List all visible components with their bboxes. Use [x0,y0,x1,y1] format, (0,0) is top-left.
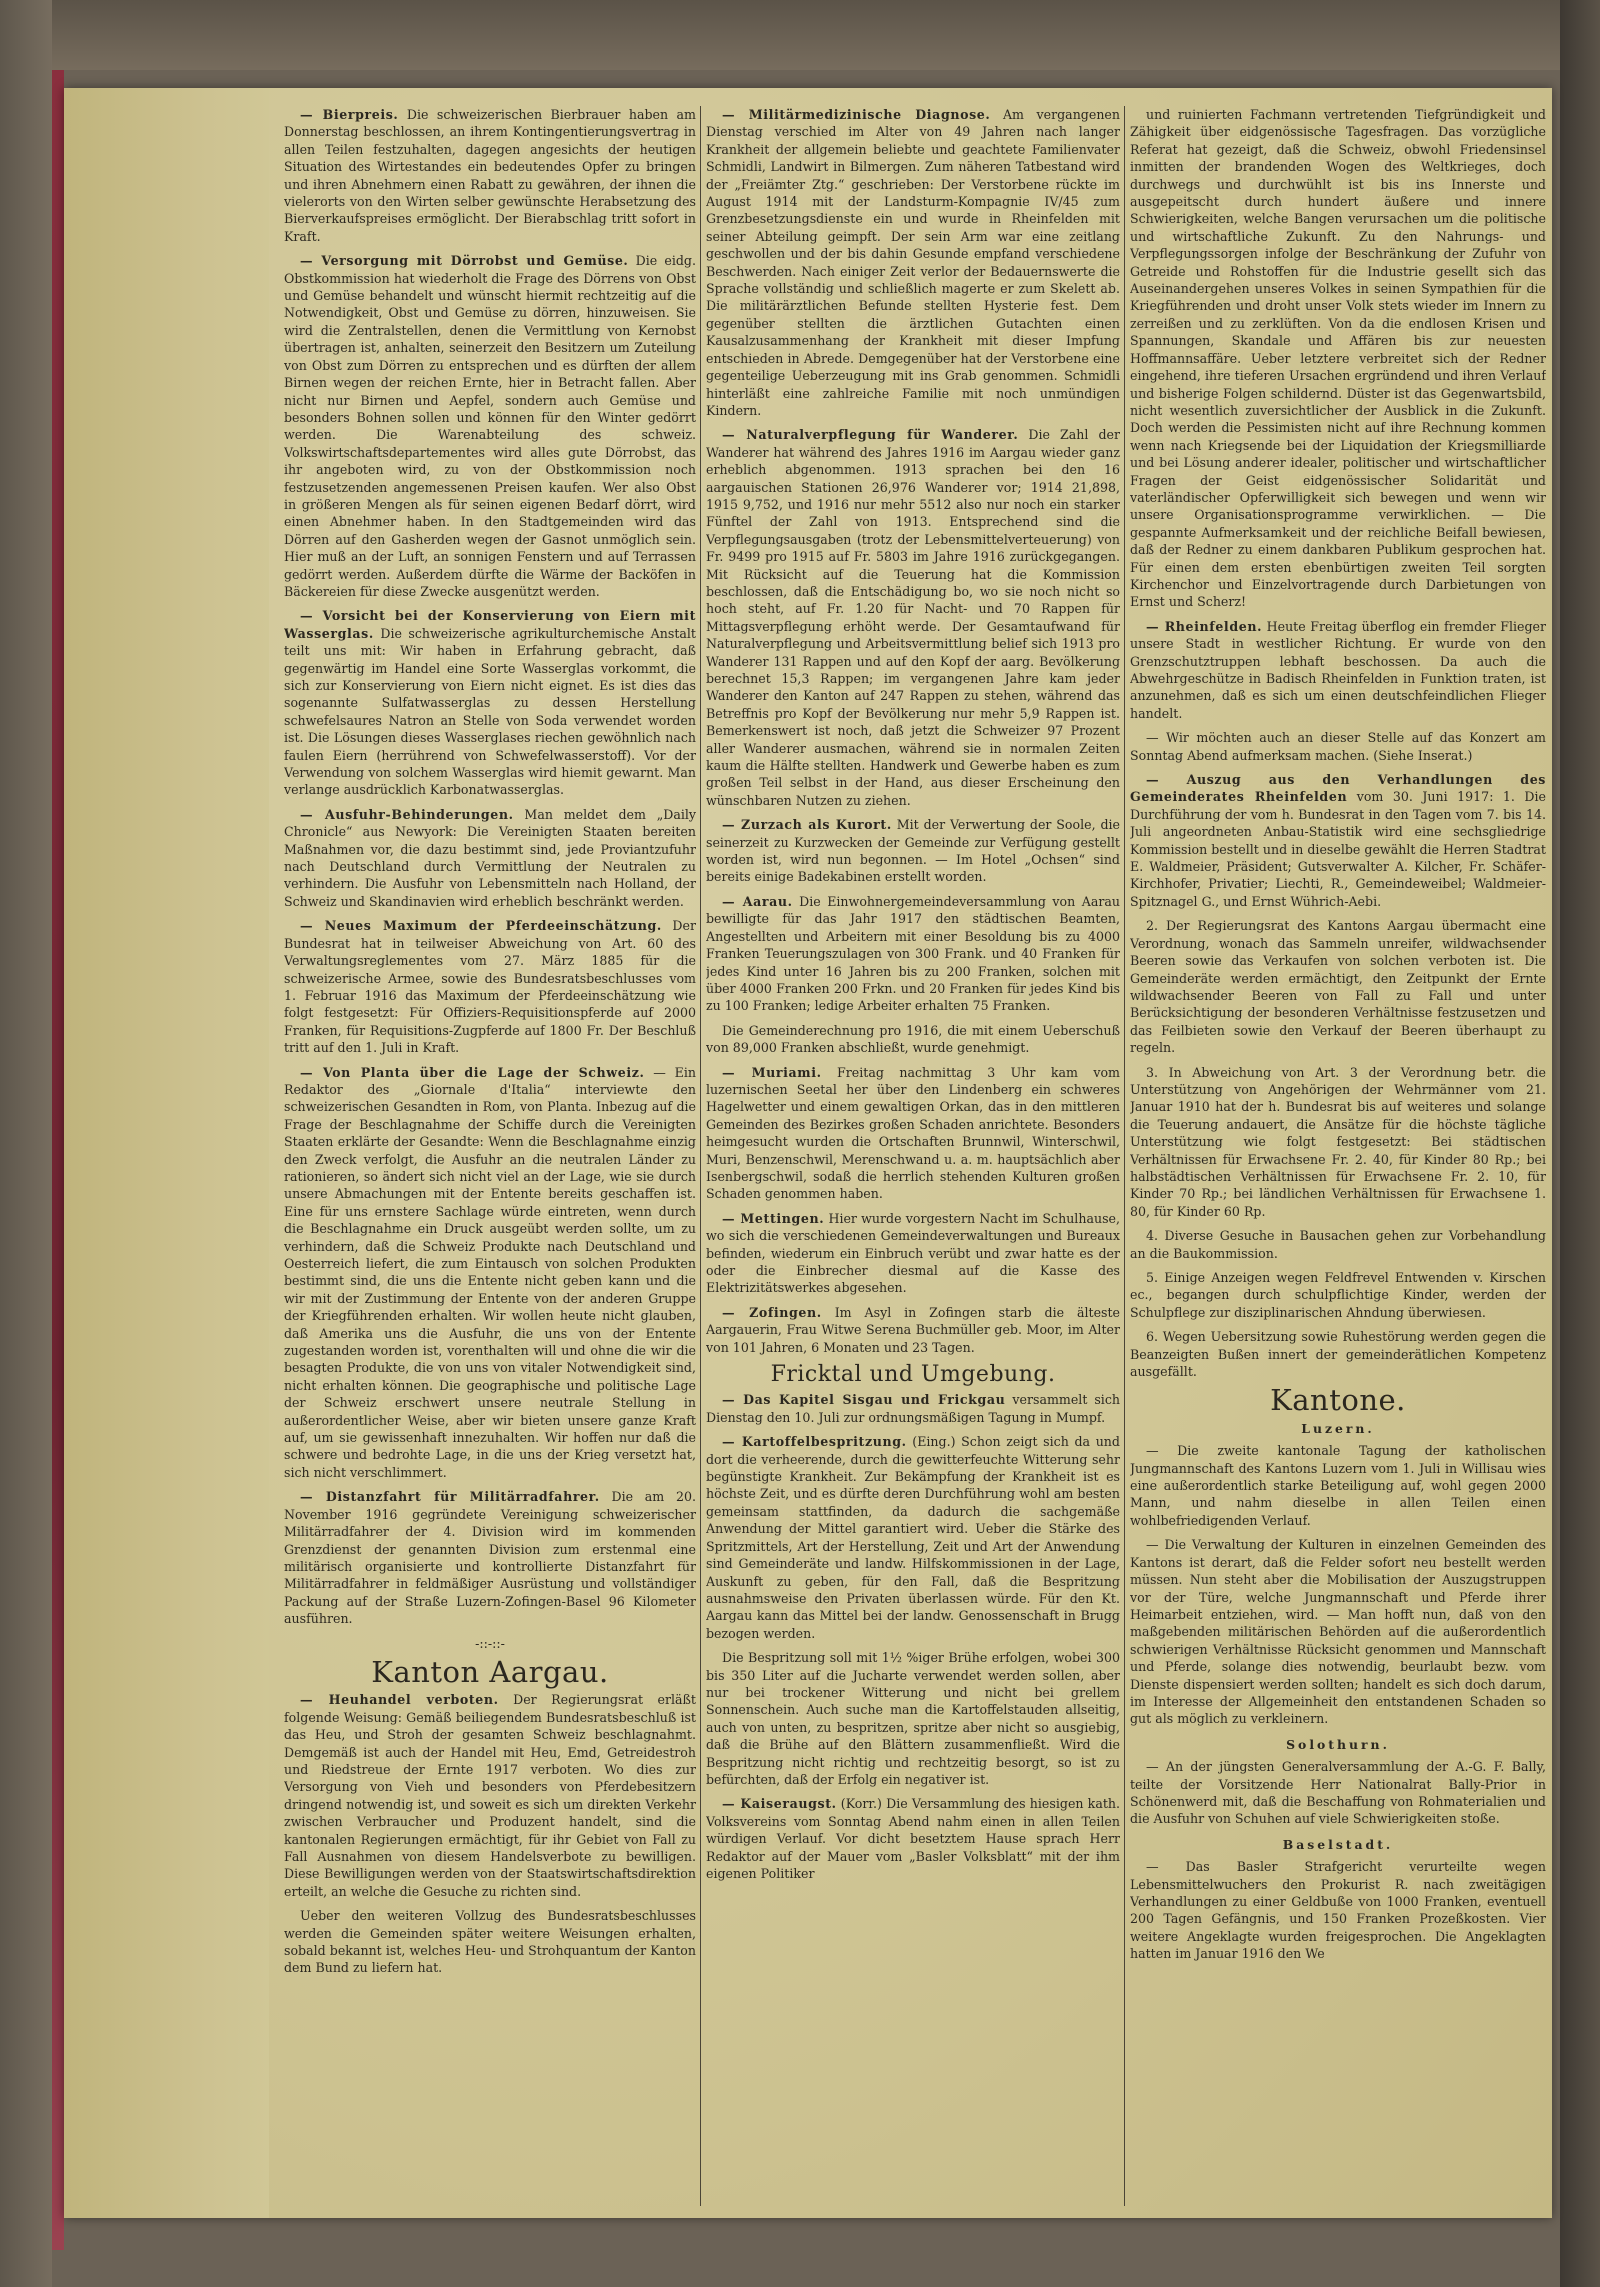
article-text: versammelt sich Dienstag den 10. Juli zur ordnungsmäßigen Tagung in Mumpf. [706,1392,1120,1425]
article-text: Die Einwohnergemeindeversammlung von Aarau bewilligte für das Jahr 1917 den städtischen Beamten, Angestellten und Arbeitern mit einer Besoldung bis zu 4000 Franken Teuerungszulagen von 300 Frank. und 40 Franken für jedes Kind unter 16 Jahren bis zu 200 Franken, solchen mit über 4000 Franken 200 Frkn. und 20 Franken für jedes Kind bis zu 100 Franken; ledige Arbeiter erhalten 75 Franken. [706,893,1120,1014]
article-gemeinderat [1130,771,1546,910]
article-heading: — Naturalverpflegung für Wanderer. [722,427,1019,443]
article-heading: — Kaiseraugst. [722,1796,837,1812]
article-muri [706,1064,1120,1203]
article-zofingen [706,1304,1120,1356]
article-wanderer [706,426,1120,809]
article-text: Die Bespritzung soll mit 1½ %iger Brühe erfolgen, wobei 300 bis 350 Liter auf die Jucharte verwendet werden sollen, aber nur bei trockener Witterung und nicht bei grellem Sonnenschein. Auch suche man die Kartoffelstauden allseitig, auch von unten, zu bespritzen, spritze aber nicht so ausgiebig, daß die Brühe auf den Blättern zusammenfließt. Wird die Bespritzung nicht richtig und rechtzeitig besorgt, so ist zu befürchten, daß der Erfolg ein negativer ist. [706,1650,1120,1787]
article-heuhandel [284,1691,696,1900]
section-title-fricktal: Fricktal und Umgebung. [770,1362,1056,1388]
article-kartoffel [706,1433,1120,1642]
column-rule [1124,106,1125,2206]
article-heading: — Bierpreis. [300,107,399,122]
article-text: — Das Basler Strafgericht verurteilte wegen Lebensmittelwuchers den Prokurist R. nach zweitägigen Verhandlungen zu einer Geldbuße von 1000 Franken, eventuell 200 Tagen Gefängnis, und 150 Franken Prozeßkosten. Vier weitere Angeklagte wurden freigesprochen. Die Angeklagten hatten im Januar 1916 den We [1130,1859,1546,1962]
article-text: Mit der Verwertung der Soole, die seinerzeit zu Kurzwecken der Gemeinde zur Verfügung gestellt worden ist, wird nun begonnen. — Im Hotel „Ochsen“ sind bereits einige Badekabinen erstellt worden. [706,817,1120,885]
subsection-luzern: Luzern. [1301,1420,1375,1436]
article-heading: — Kartoffelbespritzung. [722,1434,907,1450]
article-text: (Eing.) Schon zeigt sich da und dort die verheerende, durch die gewitterfeuchte Witterung sehr begünstigte Krankheit. Zur Bekämpfung der Krankheit ist es höchste Zeit, und es dürfte deren Durchführung wohl am besten gemeinsam stattfinden, da dadurch die sachgemäße Anwendung der Mittel garantiert wird. Ueber die Stärke des Spritzmittels, Art der Herstellung, Zeit und Art der Anwendung sind Gemeinderäte und landw. Hilfskommissionen in der Lage, Auskunft zu geben, für den Fall, daß die Bespritzung ausnahmsweise den Privaten überlassen würde. Für den Kt. Aargau kann das Mittel bei der landw. Genossenschaft in Brugg bezogen werden. [706,1434,1120,1641]
newspaper-page [64,88,1552,2218]
article-heading: — Von Planta über die Lage der Schweiz. [300,1064,645,1080]
article-heading: — Mettingen. [722,1210,825,1226]
article-kaiseraugst [706,1795,1120,1882]
article-heading: — Zofingen. [722,1304,822,1320]
article-text: Hier wurde vorgestern Nacht im Schulhause, wo sich die verschiedenen Gemeindeverwaltungen und Bureaux befinden, wiederum ein Einbruch verübt und zwar hatte es der oder die Einbrecher diesmal auf die Kasse des Elektrizitätswerkes abgesehen. [706,1210,1120,1296]
article-text: Die eidg. Obstkommission hat wiederholt die Frage des Dörrens von Obst und Gemüse behandelt und wünscht hiermit rechtzeitig auf die Notwendigkeit, Obst und Gemüse zu dörren, hinzuweisen. Sie wird die Zentralstellen, denen die Vermittlung von Kernobst übertragen ist, anhalten, seinerzeit den Besitzern um Zuteilung von Obst zum Dörren zu entsprechen und es dürften der allem Birnen wegen der reichen Ernte, hier in Betracht fallen. Aber nicht nur Birnen und Aepfel, sondern auch Gemüse und besonders Bohnen sollen und können für den Winter gedörrt werden. Die Warenabteilung des schweiz. Volkswirtschaftsdepartementes wird alles gute Dörrobst, das ihr angeboten wird, zu von der Obstkommission noch festzusetzenden angemessenen Preisen kaufen. Wer also Obst in größeren Mengen als für seinen eigenen Bedarf dörrt, wird einen Abnehmer haben. In den Stadtgemeinden wird das Dörren auf den Gasherden wegen der Gasnot unmöglich sein. Hier muß an der Luft, an sonnigen Fenstern und auf Terrassen gedörrt werden. Außerdem dürfte die Wärme der Backöfen in Bäckereien für diese Zwecke ausgenützt werden. [284,253,696,599]
article-text: Die am 20. November 1916 gegründete Vereinigung schweizerischer Militärradfahrer der 4. Division wird im kommenden Grenzdienst der genannten Division zum erstenmal eine militärisch organisierte und kontrollierte Distanzfahrt für Militärradfahrer in feldmäßiger Ausrüstung und vollständiger Packung auf der Straße Luzern-Zofingen-Basel 96 Kilometer ausführen. [284,1489,696,1627]
column-2 [706,106,1120,1889]
scan-background-right [1560,0,1600,2287]
article-heading: — Rheinfelden. [1146,618,1263,634]
article-text: Die schweizerische agrikulturchemische Anstalt teilt uns mit: Wir haben in Erfahrung gebracht, daß gegenwärtig im Handel eine Sorte Wasserglas vorkommt, die sich zur Konservierung von Eiern nicht eignet. Es ist dies das sogenannte Sulfatwasserglas zu dessen Herstellung schwefelsaures Natron an Stelle von Soda verwendet worden ist. Die Lösungen dieses Wasserglases riechen gewöhnlich nach faulen Eiern (herrührend von Schwefelwasserstoff). Vor der Verwendung von solchem Wasserglas wird hiemit gewarnt. Man verlange ausdrücklich Karbonatwasserglas. [284,625,696,798]
article-pferde [284,917,696,1056]
article-mettingen [706,1210,1120,1297]
article-zurzach [706,816,1120,886]
subsection-baselstadt: Baselstadt. [1282,1836,1394,1852]
article-text: — Die Verwaltung der Kulturen in einzelnen Gemeinden des Kantons ist derart, daß die Felder sofort neu bestellt werden müssen. Nun steht aber die Mobilisation der Auszugstruppen vor der Türe, welche Jungmannschaft und Pferde ihrer Heimarbeit entziehen, wird. — Man hofft nun, daß von den maßgebenden militärischen Behörden auf die außerordentlich schwierigen Verhältnisse Rücksicht genommen und Mannschaft und Pferde, solange dies notwendig, beurlaubt bezw. vom Dienste dispensiert werden sollten; handelt es sich doch darum, im Interesse der Allgemeinheit den entstandenen Schaden so gut als möglich zu verkleinern. [1130,1537,1546,1727]
article-ausfuhr [284,806,696,910]
column-rule [700,106,701,2206]
article-text: 2. Der Regierungsrat des Kantons Aargau übermacht eine Verordnung, wonach das Sammeln unreifer, wildwachsender Beeren sowie das Verkaufen von solchen verboten ist. Die Gemeinderäte werden ermächtigt, den Zeitpunkt der Ernte wildwachsender Beeren von Fall zu Fall und unter Berücksichtigung der besonderen Verhältnisse festzusetzen und das Feilbieten sowie den Verkauf der Beeren überhaupt zu regeln. [1130,918,1546,1056]
article-doerrobst [284,252,696,600]
article-heading: — Neues Maximum der Pferdeeinschätzung. [300,918,662,934]
section-separator: -::-::- [475,1635,505,1651]
article-text: Freitag nachmittag 3 Uhr kam vom luzernischen Seetal her über den Lindenberg ein schweres Hagelwetter und einem gewaltigen Orkan, das in den mittleren Gemeinden des Bezirkes großen Schaden anrichtete. Besonders heimgesucht wurden die Ortschaften Brunnwil, Winterschwil, Muri, Benzenschwil, Merenschwand u. a. m. hauptsächlich aber Isenbergschwil, sodaß die herrlich stehenden Kulturen großen Schaden genommen haben. [706,1064,1120,1202]
article-heading: — Zurzach als Kurort. [722,817,892,833]
section-title-kantone: Kantone. [1270,1383,1406,1418]
article-heading: — Heuhandel verboten. [300,1692,499,1708]
article-bierpreis [284,106,696,245]
article-text: Die schweizerischen Bierbrauer haben am Donnerstag beschlossen, an ihrem Kontingentierungsvertrag in allen Teilen festzuhalten, dagegen angesichts der heutigen Situation des Wirtestandes ein bedeutendes Opfer zu bringen und ihren Abnehmern einen Rabatt zu gewähren, der ihnen die vielerorts von den Wirten selber gewünschte Herabsetzung des Bierverkaufspreises ermöglicht. Der Bierabschlag tritt sofort in Kraft. [284,107,696,244]
scan-background-top [0,0,1600,70]
article-text: (Korr.) Die Versammlung des hiesigen kath. Volksvereins vom Sonntag Abend nahm einen in allen Teilen würdigen Verlauf. Vor dicht besetztem Hause sprach Herr Redaktor auf der Mauer vom „Basler Volksblatt“ mit der ihm eigenen Politiker [706,1796,1120,1881]
article-text: Die Zahl der Wanderer hat während des Jahres 1916 im Aargau wieder ganz erheblich abgenommen. 1913 sprachen bei den 16 aargauischen Stationen 26,976 Wanderer vor; 1914 21,898, 1915 9,752, und 1916 nur mehr 5512 also nur noch ein starker Fünftel der Zahl von 1913. Entsprechend sind die Verpflegungsausgaben (trotz der Lebensmittelverteuerung) von Fr. 9499 pro 1915 auf Fr. 5803 im Jahre 1916 zurückgegangen. Mit Rücksicht auf die Teuerung hat die Kommission beschlossen, daß die Entschädigung bo, wo sie noch nicht so hoch steht, auf Fr. 1.20 für Nacht- und 70 Rappen für Mittagsverpflegung erhöht werde. Der Gesamtaufwand für Naturalverpflegung und Arbeitsvermittlung belief sich 1913 pro Wanderer 131 Rappen und auf den Kopf der aarg. Bevölkerung berechnet 15,3 Rappen; im vergangenen Jahre kam jeder Wanderer den Kanton auf 247 Rappen zu stehen, während das Betreffnis pro Kopf der Bevölkerung nur mehr 5,9 Rappen ist. Bemerkenswert ist noch, daß jetzt die Schweizer 97 Prozent aller Wanderer ausmachen, während sie in normalen Zeiten kaum die Hälfte stellten. Handwerk und Gewerbe haben es zum großen Teil selbst in der Hand, aus dieser Erscheinung den wünschbaren Nutzen zu ziehen. [706,427,1120,808]
scan-background-left [0,0,52,2287]
column-1 [284,106,696,1984]
book-spine [52,70,64,2250]
article-text: Man meldet dem „Daily Chronicle“ aus Newyork: Die Vereinigten Staaten bereiten Maßnahmen vor, die dazu bestimmt sind, jede Proviantzufuhr nach Deutschland durch Vermittlung der Neutralen zu verhindern. Die Ausfuhr von Lebensmitteln nach Holland, der Schweiz und Skandinavien wird erheblich beschränkt werden. [284,806,696,909]
article-radfahrer [284,1488,696,1627]
article-text: — Wir möchten auch an dieser Stelle auf das Konzert am Sonntag Abend aufmerksam machen. (Siehe Inserat.) [1130,730,1546,763]
section-title-aargau: Kanton Aargau. [371,1654,609,1689]
article-heading: — Ausfuhr-Behinderungen. [300,806,514,822]
article-heading: — Auszug aus den Verhandlungen des Gemeinderates Rheinfelden [1130,772,1546,805]
article-text: — Die zweite kantonale Tagung der katholischen Jungmannschaft des Kantons Luzern vom 1. Juli in Willisau wies eine außerordentlich starke Beteiligung auf, wohl gegen 2000 Mann, und nahm dieselbe in allen Teilen einen wohlbefriedigenden Verlauf. [1130,1443,1546,1528]
article-text: und ruinierten Fachmann vertretenden Tiefgründigkeit und Zähigkeit über eidgenössische Tagesfragen. Das vorzügliche Referat hat gezeigt, daß die Schweiz, obwohl Friedensinsel inmitten der brandenden Wogen des Weltkrieges, doch durchwegs und durchwühlt ist bis ins Innerste und ausgepeitscht durch hundert äußere und innere Schwierigkeiten, welche Bangen verursachen um die politische und wirtschaftliche Zukunft. Zu den Nahrungs- und Verpflegungssorgen infolge der Beschränkung der Zufuhr von Getreide und Rohstoffen für die Industrie gesellt sich das Auseinandergehen unseres Volkes in seinen Sympathien für die Kriegführenden und droht unser Volk stets wieder im Innern zu zerreißen und zu zerklüften. Von da die endlosen Krisen und Spannungen, Skandale und Affären bis zur neuesten Hoffmannsaffäre. Ueber letztere verbreitet sich der Redner eingehend, ihre tieferen Ursachen ergründend und ihren Verlauf und bisherige Folgen schildernd. Düster ist das Gegenwartsbild, nicht wesentlich zuversichtlicher der Ausblick in die Zukunft. Doch werden die Pessimisten nicht auf ihre Rechnung kommen wenn nach Kriegsende bei der Liquidation der Kriegsmilliarde und bei Lösung anderer idealer, politischer und wirtschaftlicher Fragen der Geist eidgenössischer Solidarität und vaterländischer Opferwilligkeit sich bewegen und wenn wir unsere Organisationsprogramme verwirklichen. — Die gespannte Aufmerksamkeit und der reichliche Beifall bewiesen, daß der Redner zu einem dankbaren Publikum gesprochen hat. Für einen dem ersten ebenbürtigen zweiten Teil sorgten Kirchenchor und Einzelvortragende durch Darbietungen von Ernst und Scherz! [1130,107,1546,610]
article-text: Der Regierungsrat erläßt folgende Weisung: Gemäß beiliegendem Bundesratsbeschluß ist das Heu, und Stroh der gesamten Schweiz beschlagnahmt. Demgemäß ist auch der Handel mit Heu, Emd, Getreidestroh und Riedstreue der Ernte 1917 verboten. Wo dies zur Versorgung von Vieh und besonders von Pferdebesitzern dringend notwendig ist, und soweit es sich um direkten Verkehr zwischen Verbraucher und Produzent handelt, sind die kantonalen Regierungen ermächtigt, für ihr Gebiet von Fall zu Fall Ausnahmen von diesem Handelsverbote zu bewilligen. Diese Bewilligungen werden von der Staatswirtschaftsdirektion erteilt, an welche die Gesuche zu richten sind. [284,1692,696,1899]
article-heading: — Militärmedizinische Diagnose. [722,107,991,122]
article-text: vom 30. Juni 1917: 1. Die Durchführung der vom h. Bundesrat in den Tagen vom 7. bis 14. Juli angeordneten Anbau-Statistik wird eine sechsgliedrige Kommission bestellt und in dieselbe gewählt die Herren Stadtrat E. Waldmeier, Präsident; Gutsverwalter A. Kilcher, Fr. Schäfer-Kirchhofer, Privatier; Liechti, R., Gemeindeweibel; Waldmeier-Spitznagel G., und Ernst Wührich-Aebi. [1130,789,1546,909]
article-text: Ueber den weiteren Vollzug des Bundesratsbeschlusses werden die Gemeinden später weitere Weisungen erhalten, sobald bekannt ist, welches Heu- und Strohquantum der Kanton dem Bund zu liefern hat. [284,1908,696,1976]
article-aarau [706,893,1120,1015]
subsection-solothurn: Solothurn. [1286,1736,1390,1752]
article-heading: — Muriami. [722,1064,822,1080]
article-text: 5. Einige Anzeigen wegen Feldfrevel Entwenden v. Kirschen ec., begangen durch schulpflichtige Kinder, werden der Schulpflege zur disziplinarischen Ahndung überwiesen. [1130,1270,1546,1320]
article-diagnose [706,106,1120,419]
article-text: Im Asyl in Zofingen starb die älteste Aargauerin, Frau Witwe Serena Buchmüller geb. Moor, im Alter von 101 Jahren, 6 Monaten und 23 Tagen. [706,1304,1120,1355]
article-heading: — Vorsicht bei der Konservierung von Eiern mit Wasserglas. [284,608,696,641]
article-text: Der Bundesrat hat in teilweiser Abweichung von Art. 60 des Verwaltungsreglementes vom 27. März 1885 für die schweizerische Armee, sowie des Bundesratsbeschlusses vom 1. Februar 1916 das Maximum der Pferdeeinschätzung wie folgt festgesetzt: Für Offiziers-Requisitionspferde auf 2000 Franken, für Requisitions-Zugpferde auf 1800 Fr. Der Beschluß tritt auf den 1. Juli in Kraft. [284,918,696,1056]
article-text: Die Gemeinderechnung pro 1916, die mit einem Ueberschuß von 89,000 Franken abschließt, wurde genehmigt. [706,1022,1120,1056]
blank-page-margin [64,88,269,2218]
article-kapitel [706,1391,1120,1426]
article-rheinfelden [1130,618,1546,722]
article-text: 4. Diverse Gesuche in Bausachen gehen zur Vorbehandlung an die Baukommission. [1130,1228,1546,1261]
article-text: 3. In Abweichung von Art. 3 der Verordnung betr. die Unterstützung von Angehörigen der Wehrmänner vom 21. Januar 1910 hat der h. Bundesrat bis auf weiteres und solange die Teuerung andauert, die Ansätze für die höchste tägliche Unterstützung wie folgt festgesetzt: Bei städtischen Verhältnissen für Erwachsene Fr. 2. 40, für Kinder 80 Rp.; bei halbstädtischen Verhältnissen für Erwachsene Fr. 2. 10, für Kinder 70 Rp.; bei ländlichen Verhältnissen für Erwachsene 1. 80, für Kinder 60 Rp. [1130,1064,1546,1219]
article-text: Heute Freitag überflog ein fremder Flieger unsere Stadt in westlicher Richtung. Er wurde von den Grenzschutztruppen lebhaft beschossen. Da auch die Abwehrgeschütze in Badisch Rheinfelden in Funktion traten, ist anzunehmen, daß es sich um einen deutschfeindlichen Flieger handelt. [1130,618,1546,721]
article-text: Am vergangenen Dienstag verschied im Alter von 49 Jahren nach langer Krankheit der allgemein beliebte und geachtete Familienvater Schmidli, Landwirt in Bilmergen. Zum näheren Tatbestand wird der „Freiämter Ztg.“ geschrieben: Der Verstorbene rückte im August 1914 mit der Landsturm-Kompagnie IV/45 zum Grenzbesetzungsdienste ein und wurde in Rheinfelden mit seiner Abteilung geimpft. Der sein Arm war eine zeitlang geschwollen und der bis dahin Gesunde empfand verschiedene Beschwerden. Nach einiger Zeit verlor der Bedauernswerte die Sprache vollständig und schließlich magerte er zum Skelett ab. Die militärärztlichen Befunde stellten Hysterie fest. Dem gegenüber stellten die ärztlichen Gutachten einen Kausalzusammenhang der Krankheit mit dieser Impfung entschieden in Abrede. Demgegenüber hat der Verstorbene eine gegenteilige Ueberzeugung mit ins Grab genommen. Schmidli hinterläßt eine zahlreiche Familie mit noch unmündigen Kindern. [706,107,1120,418]
article-planta [284,1064,696,1482]
article-heading: — Das Kapitel Sisgau und Frickgau [722,1392,1006,1408]
article-heading: — Distanzfahrt für Militärradfahrer. [300,1489,600,1505]
column-3 [1130,106,1546,1970]
article-heading: — Versorgung mit Dörrobst und Gemüse. [300,253,629,269]
article-wasserglas [284,607,696,798]
article-text: — Ein Redaktor des „Giornale d'Italia“ interviewte den schweizerischen Gesandten in Rom, von Planta. Inbezug auf die Frage der Beschlagnahme der Schiffe durch die Vereinigten Staaten erklärte der Gesandte: Wenn die Beschlagnahme einzig den Zweck verfolgt, die Ausfuhr an die neutralen Länder zu rationieren, so ändert sich nicht viel an der Lage, wie sie durch unsere Abmachungen mit der Entente bereits geschaffen ist. Eine für uns ernstere Sachlage würde eintreten, wenn durch die Beschlagnahme ein Druck ausgeübt werden sollte, um zu verhindern, daß die Schweiz Produkte nach Deutschland und Oesterreich liefert, die zum Eintausch von solchen Produkten bestimmt sind, die uns die Entente nicht geben kann und die wir mit der Zustimmung der Entente von der anderen Gruppe der Kriegführenden erhalten. Wir wollen heute nicht glauben, daß Amerika uns die Ausfuhr, die uns von der Entente zugestanden worden ist, vorenthalten will und ohne die wir die besagten Produkte, die von uns von vitaler Notwendigkeit sind, nicht erhalten können. Die geographische und politische Lage der Schweiz erschwert unsere neutrale Stellung in außerordentlicher Weise, aber wir bieten unsere ganze Kraft auf, um sie gewissenhaft innezuhalten. Wir hoffen nur daß die schwere und bedrohte Lage, in die uns der Krieg versetzt hat, sich nicht verschlimmert. [284,1064,696,1480]
article-text: 6. Wegen Uebersitzung sowie Ruhestörung werden gegen die Beanzeigten Bußen innert der gemeinderätlichen Kompetenz ausgefällt. [1130,1329,1546,1380]
article-text: — An der jüngsten Generalversammlung der A.-G. F. Bally, teilte der Vorsitzende Herr Nationalrat Bally-Prior in Schönenwerd mit, daß die Beschaffung von Rohmaterialien und die Ausfuhr von Schuhen auf viele Schwierigkeiten stoße. [1130,1759,1546,1827]
article-heading: — Aarau. [722,893,793,909]
